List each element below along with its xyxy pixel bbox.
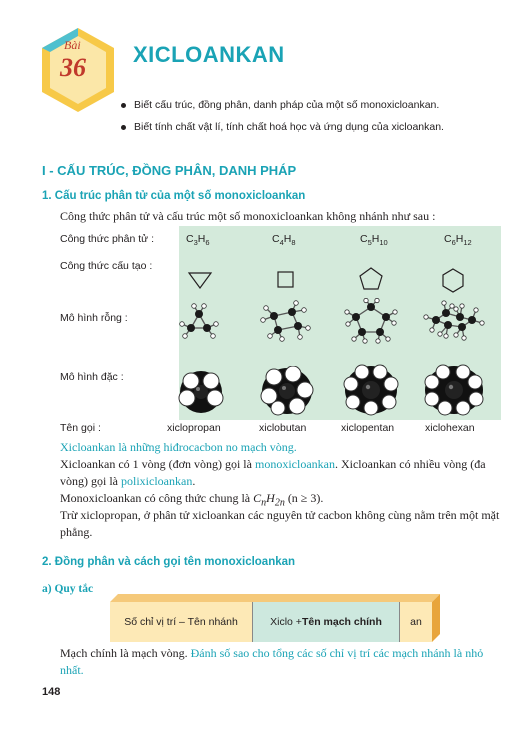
intro-text: Công thức phân tử và cấu trúc một số monoxicloankan không nhánh như sau : [60,209,436,223]
objective-item: Biết tính chất vật lí, tính chất hoá học và ứng dụng của xicloankan. [121,121,444,133]
subsection-heading-2: 2. Đồng phân và cách gọi tên monoxicloankan [42,556,296,568]
main-chain-paragraph: Mạch chính là mạch vòng. Đánh số sao cho tổng các số chỉ vị trí các mạch nhánh là nhỏ nhất. [60,646,484,677]
pentagon-structure-icon [357,265,385,293]
name-xiclopropan: xiclopropan [167,422,221,434]
rule-heading: a) Quy tắc [42,583,94,595]
definition-text: Xicloankan là những hiđrocacbon no mạch vòng. [60,440,297,454]
formula-c4h8: $C_4H_8$ [272,233,296,248]
formula-c6h12: $C_6H_{12}$ [444,233,472,248]
lesson-label: Bài [64,38,81,52]
row-label-structure: Công thức cấu tạo : [60,260,153,272]
cyclopropane-space-fill-model [178,368,224,414]
row-label-name: Tên gọi : [60,422,101,434]
cyclopentane-ball-stick-model [344,298,398,344]
triangle-structure-icon [186,268,216,292]
mono-poli-paragraph: Xicloankan có 1 vòng (đơn vòng) gọi là monoxicloankan. Xicloankan có nhiều vòng (đa vòng) gọi là polixicloankan. [60,457,486,488]
cyclohexane-space-fill-model [423,364,485,416]
row-label-space-fill: Mô hình đặc : [60,371,124,383]
general-formula-paragraph: Monoxicloankan có công thức chung là $C_nH_{2n}$ (n ≥ 3). [60,491,324,509]
name-xiclohexan: xiclohexan [425,422,475,434]
cyclopropane-ball-stick-model [177,302,221,342]
naming-rule-box [110,602,440,642]
square-structure-icon [274,268,298,292]
rule-seg-main-chain: Xiclo + Tên mạch chính [252,602,400,642]
lesson-number: 36 [60,53,86,82]
planarity-paragraph: Trừ xiclopropan, ở phân tử xicloankan các nguyên tử cacbon không cùng nằm trên một mặt phẳng. [60,508,500,539]
row-label-formula: Công thức phân tử : [60,233,155,245]
name-xiclobutan: xiclobutan [259,422,307,434]
row-label-ball-stick: Mô hình rỗng : [60,312,128,324]
hexagon-structure-icon [440,266,466,294]
formula-c3h6: $C_3H_6$ [186,233,210,248]
cyclobutane-ball-stick-model [258,300,312,342]
rule-seg-position-branch: Số chỉ vị trí – Tên nhánh [110,602,252,642]
page-number: 148 [42,686,61,698]
cyclohexane-ball-stick-model [422,300,486,342]
rule-seg-suffix: an [400,602,432,642]
cyclobutane-space-fill-model [260,366,314,416]
objective-item: Biết cấu trúc, đồng phân, danh pháp của một số monoxicloankan. [121,99,439,111]
section-heading: I - CẤU TRÚC, ĐỒNG PHÂN, DANH PHÁP [42,163,297,178]
subsection-heading: 1. Cấu trúc phân tử của một số monoxicloankan [42,190,306,202]
cyclopentane-space-fill-model [343,364,399,416]
formula-c5h10: $C_5H_{10}$ [360,233,388,248]
lesson-title: XICLOANKAN [133,42,285,67]
name-xiclopentan: xiclopentan [341,422,395,434]
